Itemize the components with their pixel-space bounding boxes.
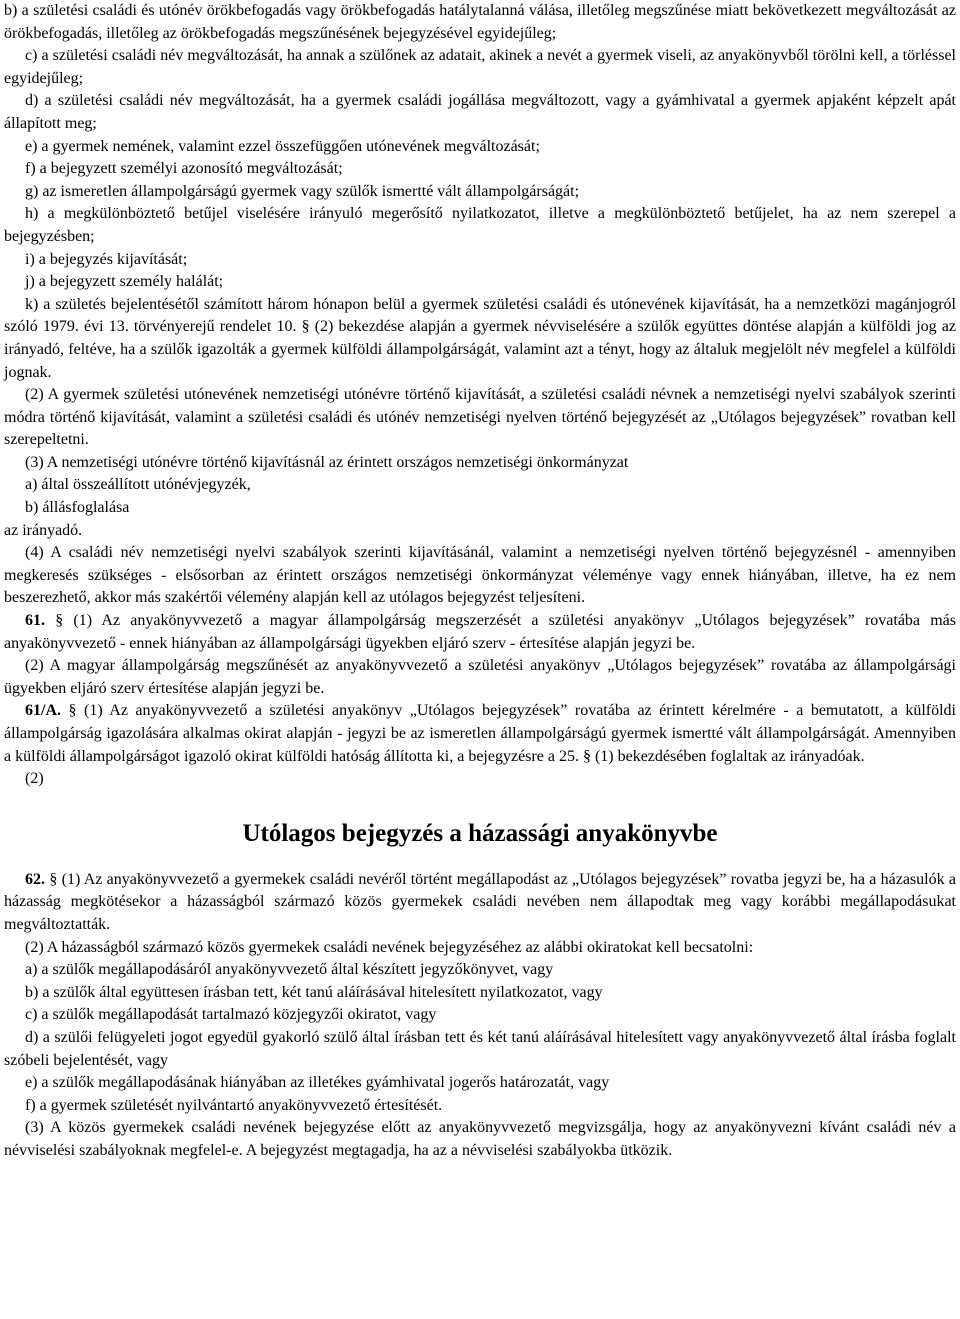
section-62-text: § (1) Az anyakönyvvezető a gyermekek családi nevéről történt megállapodást az „Utólagos bejegyzések” rovatba jegyzi be, ha a házasulók a házasság megkötésekor a házasságból származó közös gyermekek családi nevében nem állapodtak meg vagy korábbi megállapodásukat megváltoztatták. xyxy=(4,870,957,933)
section-62-paragraph-1 xyxy=(4,869,956,937)
section-62-item-c: c) a szülők megállapodását tartalmazó közjegyzői okiratot, vagy xyxy=(25,1006,437,1024)
paragraph-4: (4) A családi név nemzetiségi nyelvi szabályok szerinti kijavításánál, valamint a nemzetiségi nyelven történő bejegyzésnél - amennyiben megkeresés szükséges - elsősorban az érintett országos nemzetiségi önkormányzat véleménye vagy ennek hiányában, illetve, ha ez nem beszerezhető, akkor más szakértői vélemény alapján kell az utólagos bejegyzést teljesíteni. xyxy=(4,544,956,607)
section-61a-number: 61/A. xyxy=(25,702,61,720)
section-62-item-e: e) a szülők megállapodásának hiányában az illetékes gyámhivatal jogerős határozatát, vagy xyxy=(25,1074,610,1092)
section-62-paragraph-2: (2) A házasságból származó közös gyermekek családi nevének bejegyzéséhez az alábbi okiratokat kell becsatolni: xyxy=(25,938,754,956)
section-61a-paragraph-2: (2) xyxy=(25,770,44,788)
paragraph-c: c) a születési családi név megváltozását, ha annak a szülőnek az adatait, akinek a nevét a gyermek viseli, az anyakönyvből törölni kell, a törléssel egyidejűleg; xyxy=(4,47,956,87)
paragraph-3b: b) állásfoglalása xyxy=(25,499,130,517)
section-62-item-b: b) a szülők által együttesen írásban tett, két tanú aláírásával hitelesített nyilatkozatot, vagy xyxy=(25,983,603,1001)
section-62-item-d: d) a szülői felügyeleti jogot egyedül gyakorló szülő által írásban tett és két tanú aláírásával hitelesített vagy anyakönyvvezető által írásba foglalt szóbeli bejelentését, vagy xyxy=(4,1028,956,1069)
paragraph-j: j) a bejegyzett személy halálát; xyxy=(25,273,224,291)
paragraph-b: b) a születési családi és utónév örökbefogadás vagy örökbefogadás hatálytalanná válása, illetőleg megszűnése miatt bekövetkezett megváltozását az örökbefogadás, illetőleg az örökbefogadás megszűnésének bejegyzésével egyidejűleg; xyxy=(4,2,956,42)
section-61-paragraph-2: (2) A magyar állampolgárság megszűnését az anyakönyvvezető a születési anyakönyv „Utólagos bejegyzések” rovatába az állampolgársági ügyekben eljáró szerv értesítése alapján jegyzi be. xyxy=(4,657,956,697)
section-61-text: § (1) Az anyakönyvvezető a magyar állampolgárság megszerzését a születési anyakönyv „Utólagos bejegyzések” rovatába más anyakönyvvezető - ennek hiányában az állampolgársági ügyekben eljáró szerv - értesítése alapján jegyzi be. xyxy=(4,612,957,652)
section-62-item-f: f) a gyermek születését nyilvántartó anyakönyvvezető értesítését. xyxy=(25,1096,443,1114)
paragraph-3-tail: az irányadó. xyxy=(4,521,83,539)
paragraph-i: i) a bejegyzés kijavítását; xyxy=(25,250,188,268)
section-62-number: 62. xyxy=(25,870,45,888)
section-62-item-a: a) a szülők megállapodásáról anyakönyvvezető által készített jegyzőkönyvet, vagy xyxy=(25,961,554,979)
paragraph-d: d) a születési családi név megváltozását, ha a gyermek családi jogállása megváltozott, vagy a gyámhivatal a gyermek apjaként képzelt apát állapított meg; xyxy=(4,92,956,132)
paragraph-2: (2) A gyermek születési utónevének nemzetiségi utónévre történő kijavítását, a születési családi névnek a nemzetiségi nyelvi szabályok szerinti módra történő kijavítását, valamint a születési családi és utónév nemzetiségi nyelven történő bejegyzését az „Utólagos bejegyzések” rovatban kell szerepeltetni. xyxy=(4,386,956,449)
section-61-number: 61. xyxy=(25,612,45,630)
section-61a-paragraph-1 xyxy=(4,700,956,768)
section-61-paragraph-1 xyxy=(4,610,956,655)
section-62-paragraph-3: (3) A közös gyermekek családi nevének bejegyzése előtt az anyakönyvvezető megvizsgálja, hogy az anyakönyvezni kívánt családi név a névviselési szabályoknak megfelel-e. A bejegyzést megtagadja, ha az a névviselési szabályokba ütközik. xyxy=(4,1119,956,1159)
section-title: Utólagos bejegyzés a házassági anyakönyvbe xyxy=(242,819,718,847)
section-61a-text: § (1) Az anyakönyvvezető a születési anyakönyv „Utólagos bejegyzések” rovatába az érintett kérelmére - a bemutatott, a külföldi állampolgárság igazolására alkalmas okirat alapján - jegyzi be az ismeretlen állampolgárságú gyermek ismertté vált állampolgárságát. Amennyiben a külföldi állampolgárságot igazoló okirat külföldi hatóság állította ki, a bejegyzésre a 25. § (1) bekezdésében foglaltak az irányadóak. xyxy=(4,702,957,765)
paragraph-f: f) a bejegyzett személyi azonosító megváltozását; xyxy=(25,160,343,178)
paragraph-h: h) a megkülönböztető betűjel viselésére irányuló megerősítő nyilatkozatot, illetve a megkülönböztető betűjelet, ha az nem szerepel a bejegyzésben; xyxy=(4,205,956,245)
paragraph-e: e) a gyermek nemének, valamint ezzel összefüggően utónevének megváltozását; xyxy=(25,137,540,155)
paragraph-3a: a) által összeállított utónévjegyzék, xyxy=(25,476,251,494)
paragraph-3: (3) A nemzetiségi utónévre történő kijavításnál az érintett országos nemzetiségi önkormányzat xyxy=(25,453,629,471)
paragraph-g: g) az ismeretlen állampolgárságú gyermek vagy szülők ismertté vált állampolgárságát; xyxy=(25,182,580,200)
paragraph-k: k) a születés bejelentésétől számított három hónapon belül a gyermek születési családi és utónevének kijavítását, ha a nemzetközi magánjogról szóló 1979. évi 13. törvényerejű rendelet 10. § (2) bekezdése alapján a gyermek névviselésére a szülők együttes döntése alapján a külföldi jog az irányadó, feltéve, ha a szülők igazolták a gyermek külföldi állampolgárságát, valamint azt a tényt, hogy az általuk megjelölt név megfelel a külföldi jognak. xyxy=(4,295,956,381)
